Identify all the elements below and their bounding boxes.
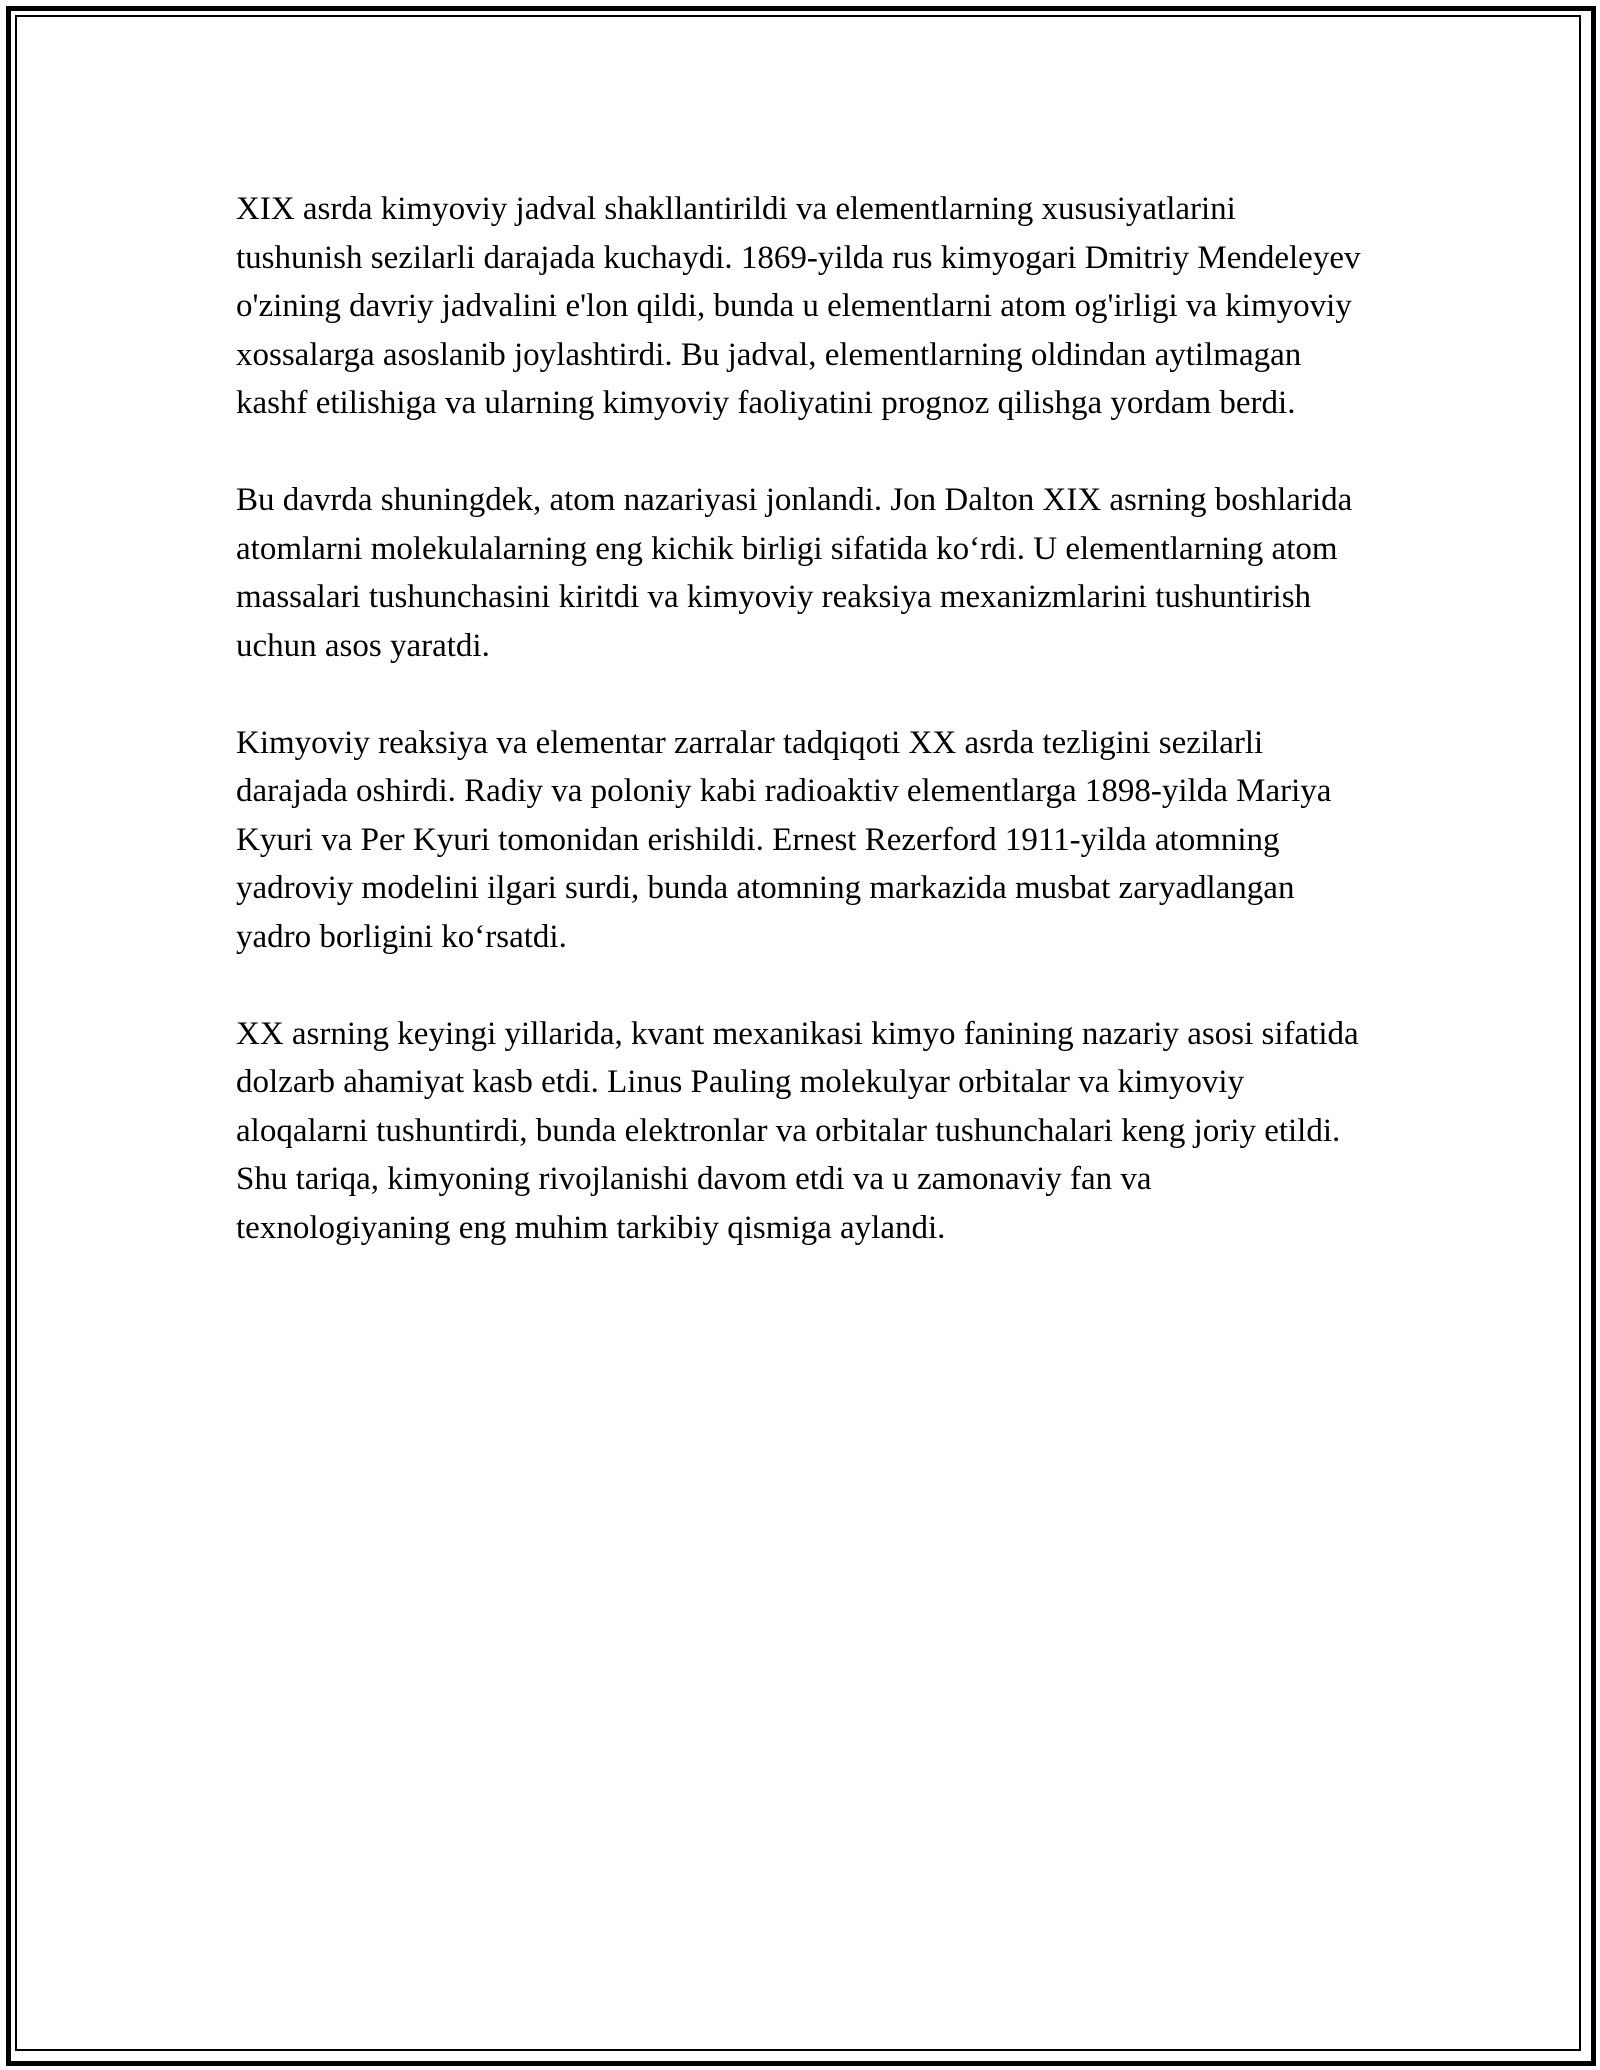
document-body bbox=[236, 185, 1366, 1301]
paragraph-3: Kimyoviy reaksiya va elementar zarralar tadqiqoti XX asrda tezligini sezilarli darajada oshirdi. Radiy va poloniy kabi radioaktiv elementlarga 1898-yilda Mariya Kyuri va Per Kyuri tomonidan erishildi. Ernest Rezerford 1911-yilda atomning yadroviy modelini ilgari surdi, bunda atomning markazida musbat zaryadlangan yadro borligini koʻrsatdi. bbox=[236, 724, 1332, 955]
paragraph-2: Bu davrda shuningdek, atom nazariyasi jonlandi. Jon Dalton XIX asrning boshlarida atomlarni molekulalarning eng kichik birligi sifatida koʻrdi. U elementlarning atom massalari tushunchasini kiritdi va kimyoviy reaksiya mexanizmlarini tushuntirish uchun asos yaratdi. bbox=[236, 482, 1353, 664]
paragraph-1: XIX asrda kimyoviy jadval shakllantirildi va elementlarning xususiyatlarini tushunish sezilarli darajada kuchaydi. 1869-yilda rus kimyogari Dmitriy Mendeleyev o'zining davriy jadvalini e'lon qildi, bunda u elementlarni atom og'irligi va kimyoviy xossalarga asoslanib joylashtirdi. Bu jadval, elementlarning oldindan aytilmagan kashf etilishiga va ularning kimyoviy faoliyatini prognoz qilishga yordam berdi. bbox=[236, 191, 1361, 421]
paragraph-4: XX asrning keyingi yillarida, kvant mexanikasi kimyo fanining nazariy asosi sifatida dolzarb ahamiyat kasb etdi. Linus Pauling molekulyar orbitalar va kimyoviy aloqalarni tushuntirdi, bunda elektronlar va orbitalar tushunchalari keng joriy etildi. Shu tariqa, kimyoning rivojlanishi davom etdi va u zamonaviy fan va texnologiyaning eng muhim tarkibiy qismiga aylandi. bbox=[236, 1015, 1359, 1246]
